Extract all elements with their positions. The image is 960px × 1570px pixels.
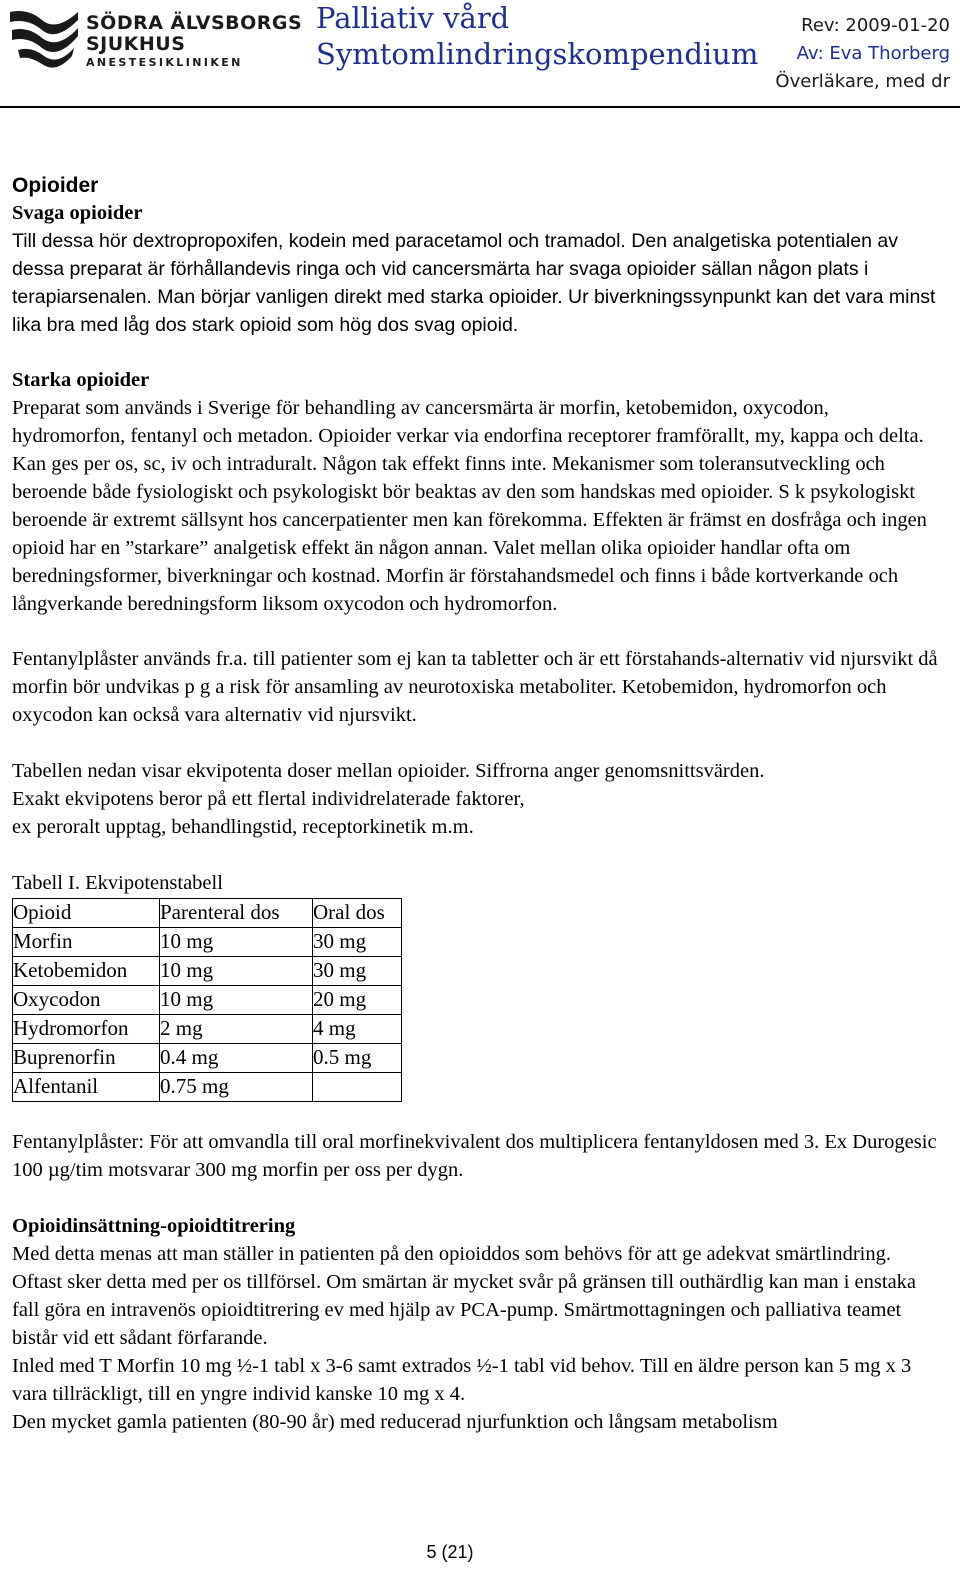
logo-line2: SJUKHUS bbox=[86, 33, 186, 55]
author: Av: Eva Thorberg bbox=[796, 43, 950, 64]
table-header-cell: Parenteral dos bbox=[160, 898, 313, 927]
table-cell: 4 mg bbox=[313, 1014, 402, 1043]
table-header-row bbox=[13, 898, 402, 927]
section-heading-starka: Starka opioider bbox=[12, 369, 150, 392]
table-cell: Hydromorfon bbox=[13, 1014, 160, 1043]
page-header bbox=[0, 0, 960, 112]
title-line2: Symtomlindringskompendium bbox=[316, 37, 759, 71]
table-cell: 10 mg bbox=[160, 985, 313, 1014]
table-cell: 0.75 mg bbox=[160, 1072, 313, 1101]
table-cell: 30 mg bbox=[313, 927, 402, 956]
section-heading-opioider: Opioider bbox=[12, 174, 99, 197]
table-cell bbox=[313, 1072, 402, 1101]
paragraph-tabellen-3: ex peroralt upptag, behandlingstid, receptorkinetik m.m. bbox=[12, 815, 474, 838]
table-row bbox=[13, 1043, 402, 1072]
section-heading-svaga: Svaga opioider bbox=[12, 202, 143, 224]
logo-text bbox=[86, 14, 302, 68]
page-number: 5 (21) bbox=[426, 1542, 474, 1562]
table-caption: Tabell I. Ekvipotenstabell bbox=[12, 871, 223, 894]
document-title bbox=[316, 0, 758, 72]
table-row bbox=[13, 985, 402, 1014]
author-role: Överläkare, med dr bbox=[775, 71, 950, 92]
title-line1: Palliativ vård bbox=[316, 1, 510, 35]
revision-block bbox=[775, 12, 950, 96]
paragraph-titrering-3: Den mycket gamla patienten (80-90 år) med reducerad njurfunktion och långsam metabolism bbox=[12, 1410, 778, 1433]
equipotency-table bbox=[12, 898, 402, 1102]
table-cell: 0.5 mg bbox=[313, 1043, 402, 1072]
paragraph-svaga: Till dessa hör dextropropoxifen, kodein med paracetamol och tramadol. Den analgetiska potentialen av dessa preparat är förhållandevis ringa och vid cancersmärta har svaga opioider sällan någon plats i terapiarsenalen. Man börjar vanligen direkt med starka opioider. Ur biverkningssynpunkt kan det vara minst lika bra med låg dos stark opioid som hög dos svag opioid. bbox=[12, 229, 936, 336]
paragraph-fentanyl: Fentanylplåster används fr.a. till patienter som ej kan ta tabletter och är ett förstahands-alternativ vid njursvikt då morfin bör undvikas p g a risk för ansamling av neurotoxiska metaboliter. Ketobemidon, hydromorfon och oxycodon kan också vara alternativ vid njursvikt. bbox=[12, 648, 938, 727]
table-header-cell: Oral dos bbox=[313, 898, 402, 927]
table-row bbox=[13, 1014, 402, 1043]
table-cell: 10 mg bbox=[160, 956, 313, 985]
section-heading-titrering: Opioidinsättning-opioidtitrering bbox=[12, 1215, 296, 1238]
header-divider bbox=[0, 106, 960, 108]
table-cell: Ketobemidon bbox=[13, 956, 160, 985]
logo-line3: ANESTESIKLINIKEN bbox=[86, 56, 243, 69]
table-cell: Oxycodon bbox=[13, 985, 160, 1014]
logo-mark-icon bbox=[8, 6, 82, 72]
table-cell: Alfentanil bbox=[13, 1072, 160, 1101]
table-row bbox=[13, 1072, 402, 1101]
table-cell: 10 mg bbox=[160, 927, 313, 956]
paragraph-titrering-2: Inled med T Morfin 10 mg ½-1 tabl x 3-6 samt extrados ½-1 tabl vid behov. Till en äldre person kan 5 mg x 3 vara tillräckligt, till en yngre individ kanske 10 mg x 4. bbox=[12, 1354, 912, 1405]
paragraph-titrering-1: Med detta menas att man ställer in patienten på den opioiddos som behövs för att ge adekvat smärtlindring. Oftast sker detta med per os tillförsel. Om smärtan är mycket svår på gränsen till outhärdlig kan man i enstaka fall göra en intravenös opioidtitrering ev med hjälp av PCA-pump. Smärtmottagningen och palliativa teamet bistår vid ett sådant förfarande. bbox=[12, 1243, 917, 1349]
hospital-logo bbox=[8, 6, 308, 72]
table-row bbox=[13, 927, 402, 956]
table-cell: 20 mg bbox=[313, 985, 402, 1014]
paragraph-fentanyl-note: Fentanylplåster: För att omvandla till oral morfinekvivalent dos multiplicera fentanyldosen med 3. Ex Durogesic 100 µg/tim motsvarar 300 mg morfin per oss per dygn. bbox=[12, 1131, 937, 1182]
table-cell: 0.4 mg bbox=[160, 1043, 313, 1072]
revision-date: Rev: 2009-01-20 bbox=[801, 15, 950, 36]
paragraph-tabellen-2: Exakt ekvipotens beror på ett flertal individrelaterade faktorer, bbox=[12, 787, 525, 810]
paragraph-starka: Preparat som används i Sverige för behandling av cancersmärta är morfin, ketobemidon, oxycodon, hydromorfon, fentanyl och metadon. Opioider verkar via endorfina receptorer framförallt, my, kappa och delta. Kan ges per os, sc, iv och intraduralt. Någon tak effekt finns inte. Mekanismer som toleransutveckling och beroende både fysiologiskt och psykologiskt bör beaktas av den som handskas med opioider. S k psykologiskt beroende är extremt sällsynt hos cancerpatienter men kan förekomma. Effekten är främst en dosfråga och ingen opioid har en ”starkare” analgetisk effekt än någon annan. Valet mellan olika opioider handlar ofta om beredningsformer, biverkningar och kostnad. Morfin är förstahandsmedel och finns i både kortverkande och långverkande beredningsform liksom oxycodon och hydromorfon. bbox=[12, 397, 927, 615]
table-cell: 30 mg bbox=[313, 956, 402, 985]
table-header-cell: Opioid bbox=[13, 898, 160, 927]
paragraph-tabellen-1: Tabellen nedan visar ekvipotenta doser mellan opioider. Siffrorna anger genomsnittsvärden. bbox=[12, 760, 765, 783]
logo-line1: SÖDRA ÄLVSBORGS bbox=[86, 12, 303, 34]
table-cell: 2 mg bbox=[160, 1014, 313, 1043]
table-cell: Morfin bbox=[13, 927, 160, 956]
table-row bbox=[13, 956, 402, 985]
document-body bbox=[12, 172, 942, 1436]
table-cell: Buprenorfin bbox=[13, 1043, 160, 1072]
